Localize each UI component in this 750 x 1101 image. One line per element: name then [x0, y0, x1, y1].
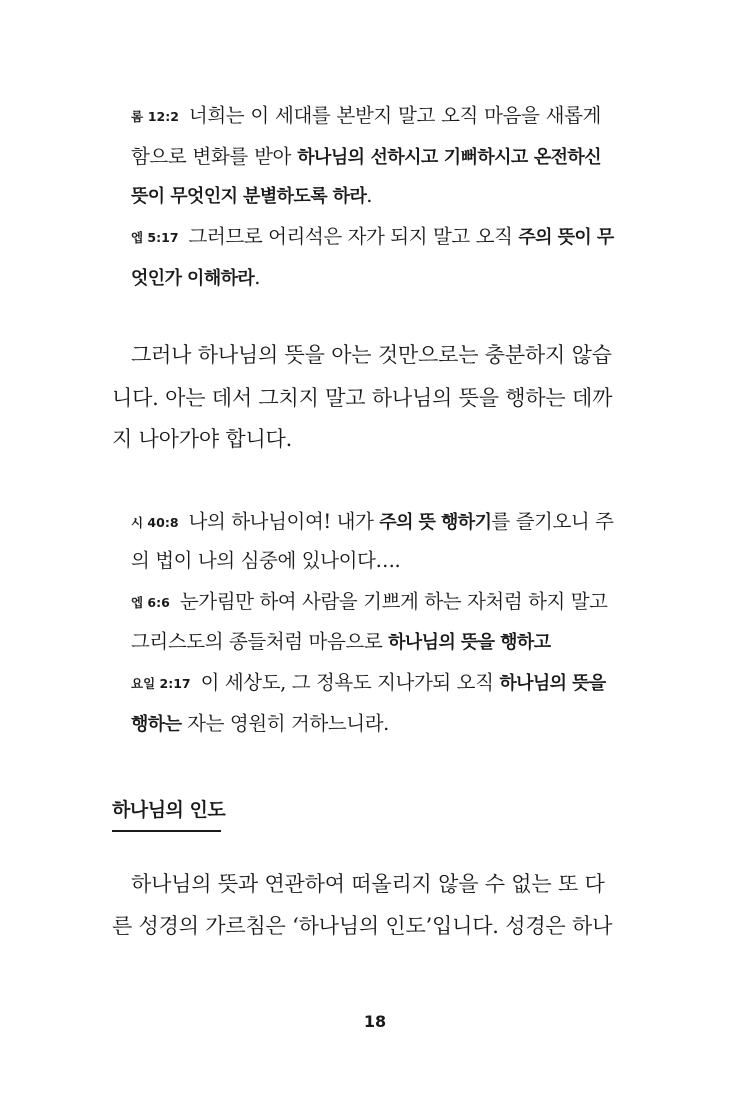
verse-text: 너희는 이 세대를 본받지 말고 오직 마음을 새롭게 [188, 104, 601, 127]
heading-underline [112, 830, 221, 832]
verse-line [131, 671, 606, 696]
paragraph-line: 지 나아가야 합니다. [112, 427, 293, 451]
verse-line [131, 184, 601, 209]
emphasized-text: 주의 뜻이 무 [518, 227, 614, 248]
emphasized-text: 뜻이 무엇인지 분별하도록 하라 [131, 186, 367, 207]
verse-reference: 요일 2:17 [131, 676, 191, 691]
verse-line [131, 630, 601, 655]
verse-line [131, 510, 614, 535]
emphasized-text: 하나님의 뜻을 행하고 [388, 632, 551, 653]
verse-text: . [254, 266, 260, 289]
verse-text: 그러므로 어리석은 자가 되지 말고 오직 [188, 225, 519, 248]
paragraph-line: 하나님의 뜻과 연관하여 떠올리지 않을 수 없는 또 다 [131, 872, 605, 896]
verse-line [131, 104, 601, 129]
verse-text: 자는 영원히 거하느니라. [181, 712, 389, 735]
verse-line [131, 225, 614, 250]
verse-text: 그리스도의 종들처럼 마음으로 [131, 630, 389, 653]
verse-text: 나의 하나님이여! 내가 [188, 510, 380, 533]
emphasized-text: 하나님의 선하시고 기뻐하시고 온전하신 [297, 147, 601, 168]
verse-line [131, 145, 601, 170]
emphasized-text: 엇인가 이해하라 [131, 268, 255, 289]
page-number: 18 [363, 1012, 387, 1031]
paragraph-line: 니다. 아는 데서 그치지 말고 하나님의 뜻을 행하는 데까 [112, 386, 613, 410]
paragraph-line: 그러나 하나님의 뜻을 아는 것만으로는 충분하지 않습 [131, 343, 612, 367]
verse-line [131, 549, 601, 573]
verse-text: 를 즐기오니 주 [491, 510, 614, 533]
verse-text: 함으로 변화를 받아 [131, 145, 298, 168]
verse-line [131, 590, 608, 615]
verse-line [131, 266, 601, 291]
verse-reference: 시 40:8 [131, 515, 179, 530]
emphasized-text: 주의 뜻 행하기 [379, 512, 492, 533]
verse-text: . [366, 184, 373, 207]
verse-reference: 엡 5:17 [131, 230, 179, 245]
verse-reference: 롬 12:2 [131, 109, 179, 124]
section-heading: 하나님의 인도 [112, 799, 226, 821]
verse-reference: 엡 6:6 [131, 595, 170, 610]
verse-text: 의 법이 나의 심중에 있나이다…. [131, 549, 401, 572]
emphasized-text: 행하는 [131, 714, 182, 735]
verse-text: 눈가림만 하여 사람을 기쁘게 하는 자처럼 하지 말고 [179, 590, 608, 613]
emphasized-text: 하나님의 뜻을 [499, 673, 606, 694]
paragraph-line: 른 성경의 가르침은 ‘하나님의 인도’입니다. 성경은 하나 [112, 914, 613, 938]
verse-line [131, 712, 601, 737]
verse-text: 이 세상도, 그 정욕도 지나가되 오직 [200, 671, 500, 694]
